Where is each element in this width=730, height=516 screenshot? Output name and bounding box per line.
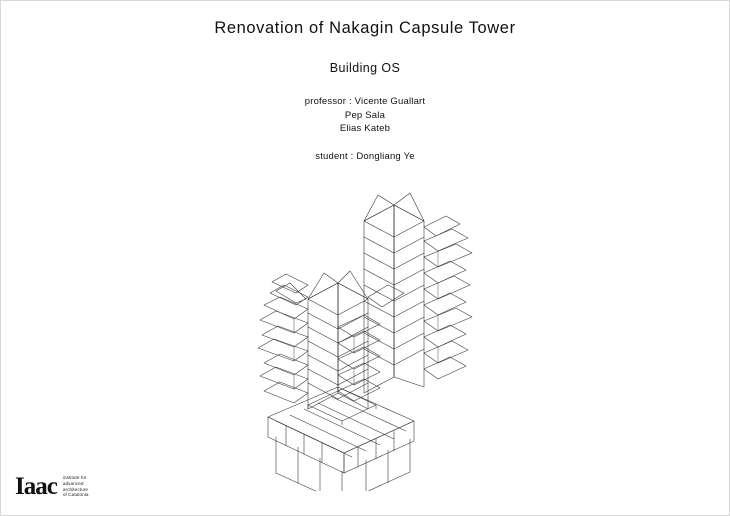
logo-text-line-1: institute for [62,475,87,481]
podium-base [268,387,414,473]
roof-blades [276,193,424,307]
middle-capsule-shelves [308,315,380,425]
tower-core-right [364,205,424,393]
iaac-logo [15,474,89,499]
support-columns [276,437,410,491]
logo-text-line-2: advanced [62,480,84,486]
logo-mark [15,474,57,499]
logo-mark-main: I [15,473,24,500]
structure-diagonals [294,251,438,389]
right-capsule-fins [424,216,472,379]
professor-line-3: Elias Kateb [339,123,391,135]
logo-mark-sup: aac [23,473,57,500]
tower-core-left [308,283,368,409]
page-subtitle: Building OS [329,61,401,75]
logo-text-line-4: of Catalonia [62,492,89,498]
tower-axonometric-drawing [246,181,496,491]
credits-block [1,95,729,136]
page-title: Renovation of Nakagin Capsule Tower [214,19,516,37]
professor-line-1: professor : Vicente Guallart [304,96,426,107]
student-line: student : Dongliang Ye [315,151,415,162]
professor-line-2: Pep Sala [344,109,386,121]
logo-text [63,475,89,497]
logo-text-line-3: architecture [62,486,89,492]
